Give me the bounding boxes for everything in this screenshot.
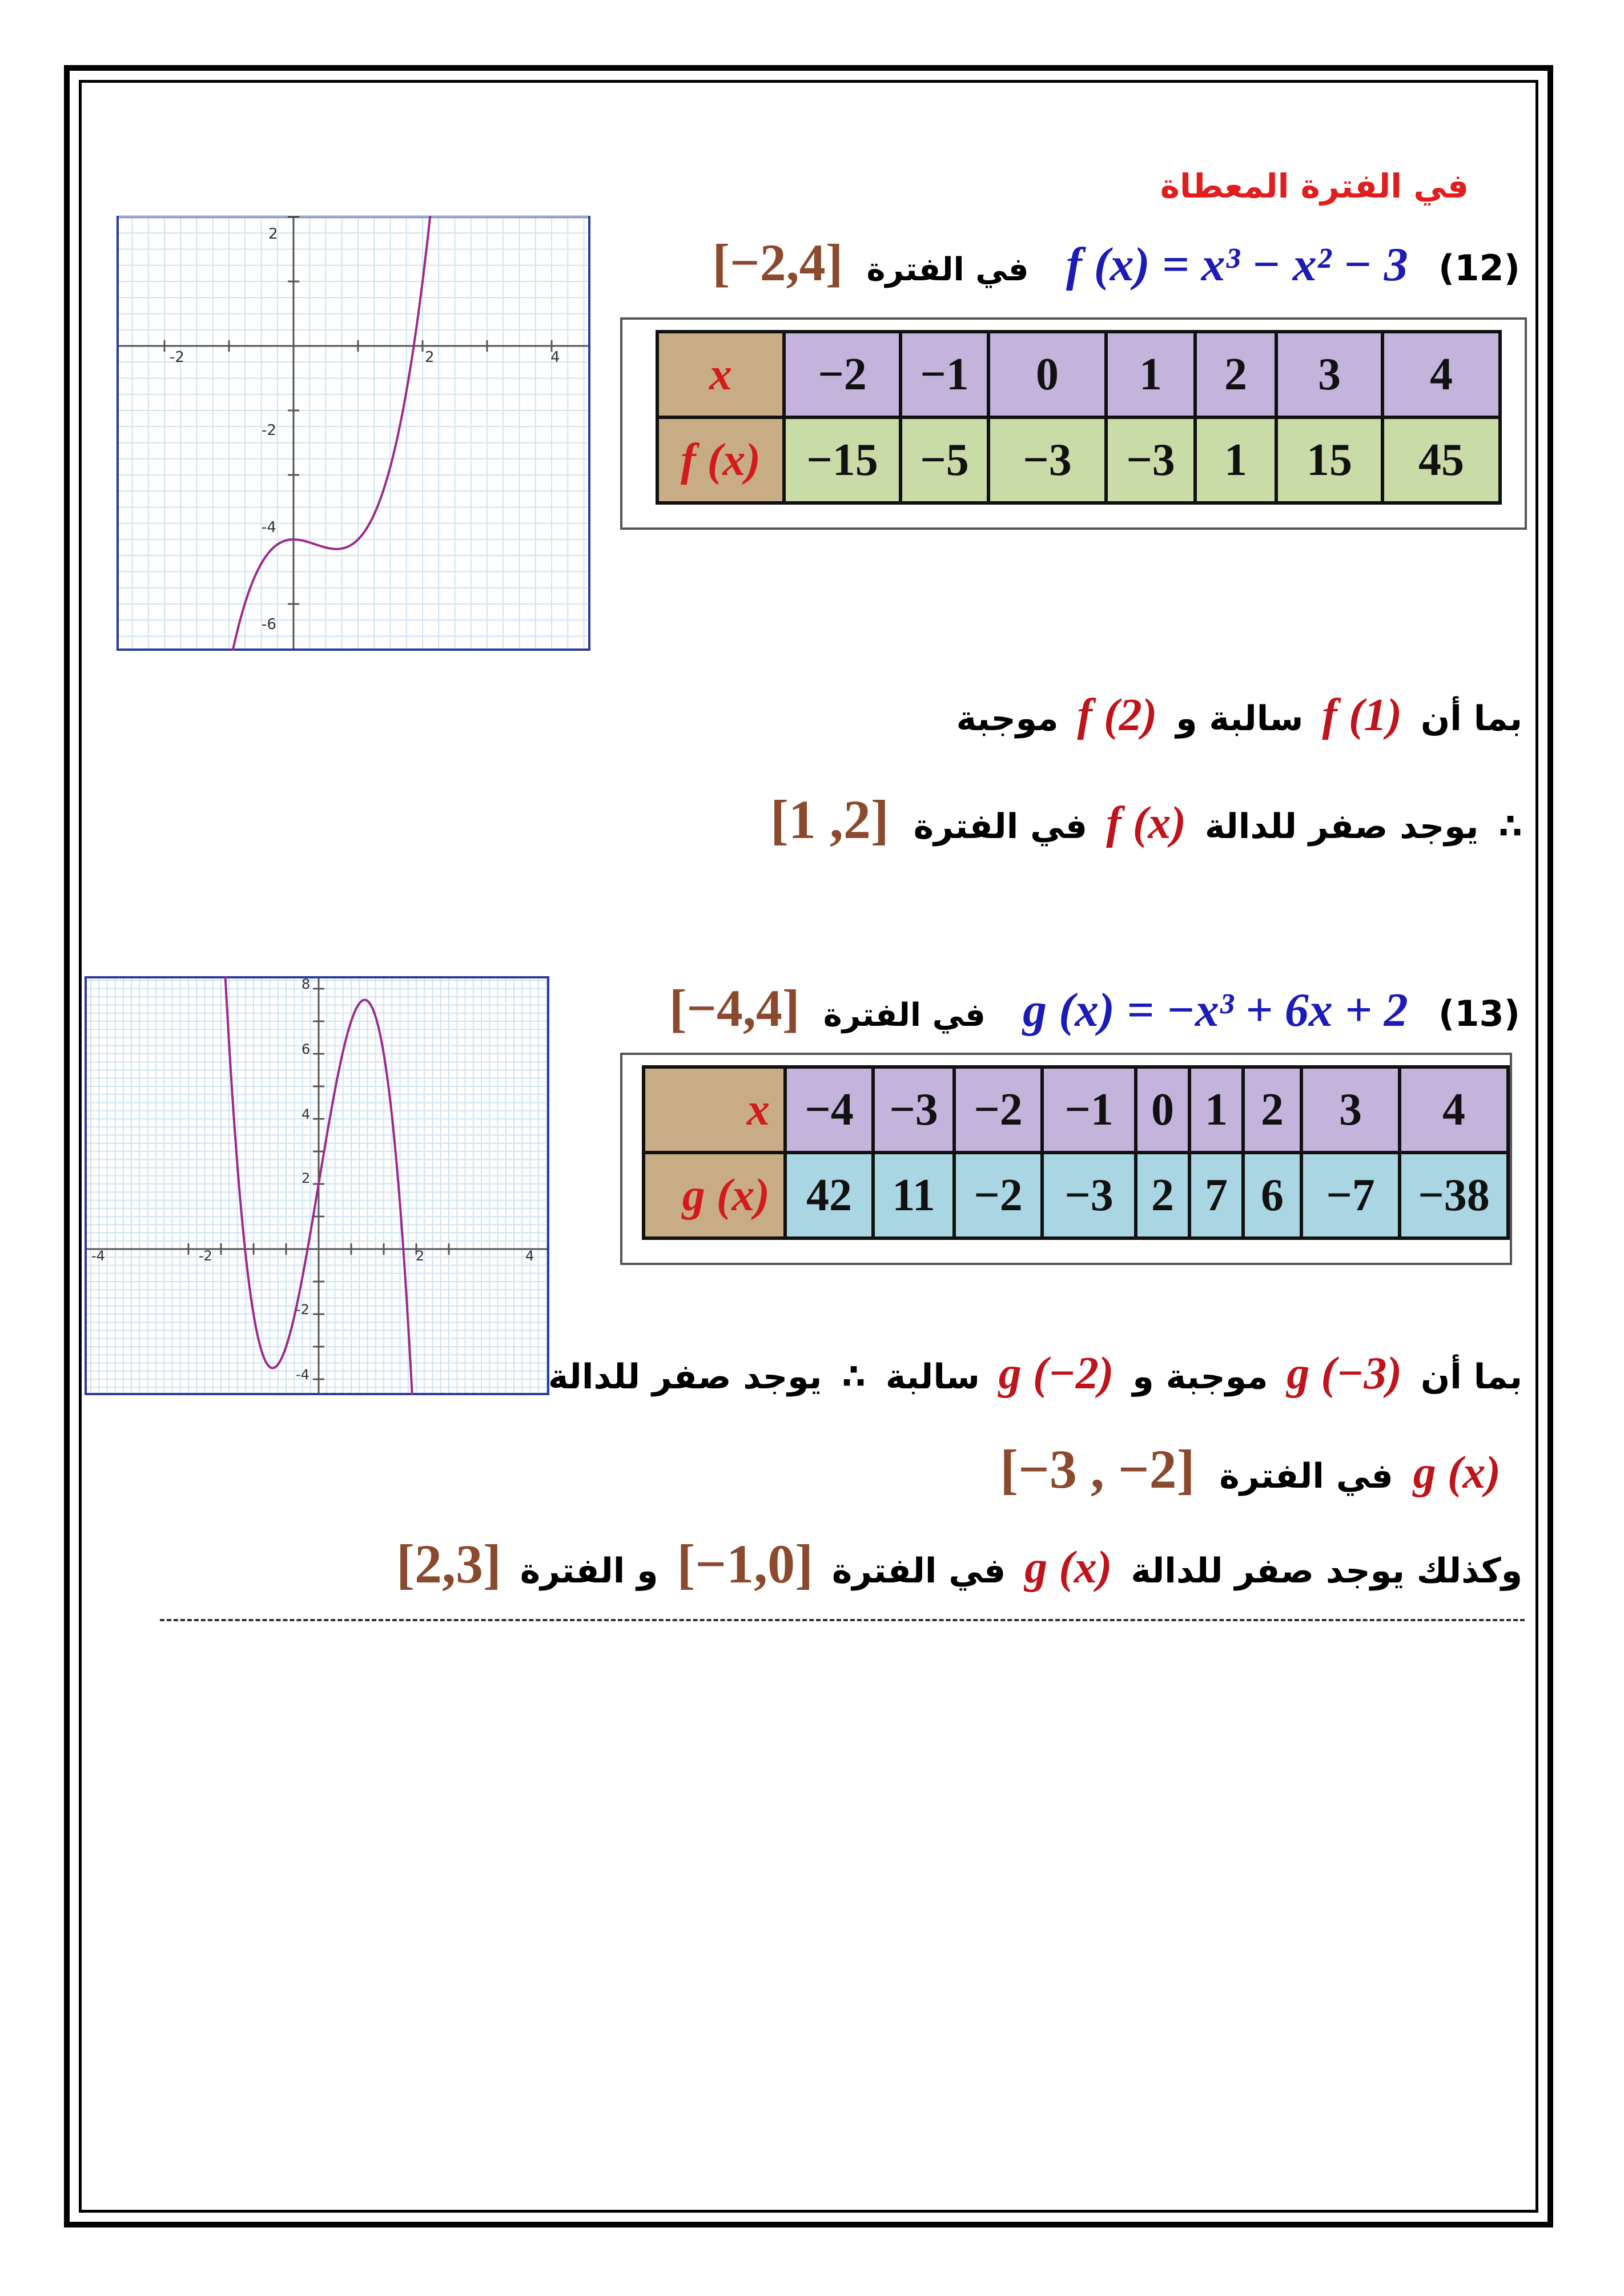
table-cell: −2 [954, 1153, 1042, 1238]
graph-g-y-tick-label: 6 [302, 1041, 311, 1057]
table-cell: −2 [954, 1067, 1042, 1153]
table-cell: 42 [785, 1153, 873, 1238]
graph-f-y-tick-label: -4 [262, 519, 276, 536]
reason-g2: g (−2) [998, 1348, 1114, 1399]
graph-g-x-tick-label: 2 [416, 1248, 425, 1264]
problem-13-also [396, 1530, 1522, 1605]
graph-f-y-tick-label: 2 [268, 225, 278, 243]
table-g-x-label: x [747, 1084, 770, 1135]
table-cell: −1 [1042, 1067, 1136, 1153]
graph-g-x-tick-label: 4 [525, 1248, 534, 1264]
table-f-header-cell [657, 332, 784, 417]
graph-g-y-tick-label: 8 [302, 976, 311, 992]
section-heading: في الفترة المعطاة [1160, 167, 1469, 206]
table-cell: 6 [1243, 1153, 1301, 1238]
table-cell: 11 [873, 1153, 954, 1238]
graph-f-x-tick-label: 4 [550, 349, 560, 366]
table-cell: 0 [1136, 1067, 1189, 1153]
therefore-symbol: ∴ [1498, 807, 1522, 847]
table-cell: −38 [1400, 1153, 1508, 1238]
also-function: g (x) [1024, 1542, 1112, 1593]
table-cell: 3 [1301, 1067, 1400, 1153]
problem-12-function: f (x) = x³ − x² − 3 [1066, 238, 1408, 291]
also-word: و الفترة [520, 1551, 658, 1591]
problem-13-reason-1 [548, 1339, 1522, 1411]
conclusion-function: f (x) [1106, 798, 1186, 848]
table-cell: 7 [1189, 1153, 1243, 1238]
table-cell: 1 [1106, 332, 1195, 417]
graph-f-y-tick-label: -6 [262, 616, 276, 633]
table-cell: 2 [1136, 1153, 1189, 1238]
table-g-row-label: g (x) [682, 1170, 770, 1220]
table-cell: −7 [1301, 1153, 1400, 1238]
problem-13-reason-2 [1000, 1435, 1501, 1510]
table-cell: 45 [1382, 417, 1500, 503]
table-cell: −3 [988, 417, 1106, 503]
table-f-row-label: f (x) [681, 434, 761, 485]
reason-word: بما أن [1421, 1357, 1522, 1397]
reason-word: يوجد صفر للدالة [548, 1357, 822, 1397]
reason-word: موجبة و [1132, 1357, 1268, 1397]
therefore-symbol: ∴ [842, 1357, 866, 1397]
also-word: وكذلك يوجد صفر للدالة [1131, 1551, 1522, 1591]
graph-f-x-tick-label: 2 [425, 349, 435, 366]
table-cell: 4 [1382, 332, 1500, 417]
table-cell: 2 [1195, 332, 1276, 417]
also-word: في الفترة [831, 1551, 1006, 1591]
also-interval-2: [2,3] [396, 1533, 501, 1594]
reason-function: g (x) [1413, 1448, 1501, 1498]
table-cell: 4 [1400, 1067, 1508, 1153]
reason-word: بما أن [1421, 699, 1522, 739]
table-cell: −3 [873, 1067, 954, 1153]
table-g-header-cell [644, 1067, 785, 1153]
table-cell: −3 [1042, 1153, 1136, 1238]
reason-f2: f (2) [1077, 690, 1157, 740]
table-f-row-label-cell [657, 417, 784, 503]
graph-g-y-tick-label: 4 [302, 1106, 311, 1122]
problem-13-function: g (x) = −x³ + 6x + 2 [1023, 984, 1408, 1037]
table-cell: 3 [1276, 332, 1382, 417]
graph-g [85, 976, 549, 1395]
table-cell: −1 [901, 332, 988, 417]
problem-12-reason [956, 684, 1522, 750]
problem-13-number: (13) [1438, 993, 1520, 1034]
graph-f-y-tick-label: -2 [262, 422, 276, 439]
graph-f-x-tick-label: -2 [170, 349, 184, 366]
table-cell: −5 [901, 417, 988, 503]
table-cell: −2 [784, 332, 901, 417]
table-cell: −4 [785, 1067, 873, 1153]
table-cell: 0 [988, 332, 1106, 417]
table-f [656, 330, 1502, 505]
graph-g-x-tick-label: -2 [199, 1248, 212, 1264]
problem-12-interval-word: في الفترة [866, 251, 1029, 288]
table-g [642, 1065, 1510, 1240]
problem-13-interval-word: في الفترة [823, 997, 986, 1034]
table-f-x-label: x [709, 349, 732, 400]
graph-f [116, 216, 590, 651]
table-cell: 1 [1189, 1067, 1243, 1153]
reason-f1: f (1) [1322, 690, 1402, 740]
section-divider [160, 1619, 1525, 1621]
table-cell: 15 [1276, 417, 1382, 503]
reason-interval: [−3 , −2] [1000, 1439, 1195, 1500]
graph-g-y-tick-label: -2 [296, 1302, 309, 1318]
reason-word: سالبة و [1176, 699, 1304, 739]
reason-g1: g (−3) [1287, 1348, 1402, 1399]
problem-13-statement [669, 974, 1520, 1050]
conclusion-word: يوجد صفر للدالة [1204, 807, 1479, 847]
reason-word: سالبة [885, 1357, 980, 1397]
graph-g-y-tick-label: -4 [296, 1367, 309, 1383]
table-cell: 2 [1243, 1067, 1301, 1153]
conclusion-interval: [1 ,2] [770, 789, 889, 850]
table-cell: −15 [784, 417, 901, 503]
graph-g-y-tick-label: 2 [302, 1170, 311, 1186]
conclusion-word: في الفترة [913, 807, 1088, 847]
reason-word: موجبة [956, 699, 1059, 739]
table-cell: −3 [1106, 417, 1195, 503]
table-cell: 1 [1195, 417, 1276, 503]
table-g-row-label-cell [644, 1153, 785, 1238]
reason-word: في الفترة [1219, 1456, 1393, 1496]
problem-13-interval: [−4,4] [669, 979, 800, 1037]
problem-12-interval: [−2,4] [712, 233, 843, 292]
problem-12-number: (12) [1438, 247, 1520, 289]
also-interval-1: [−1,0] [677, 1533, 814, 1594]
problem-12-conclusion [770, 786, 1522, 861]
problem-12-statement [713, 228, 1520, 304]
graph-g-x-tick-label: -4 [91, 1248, 105, 1264]
